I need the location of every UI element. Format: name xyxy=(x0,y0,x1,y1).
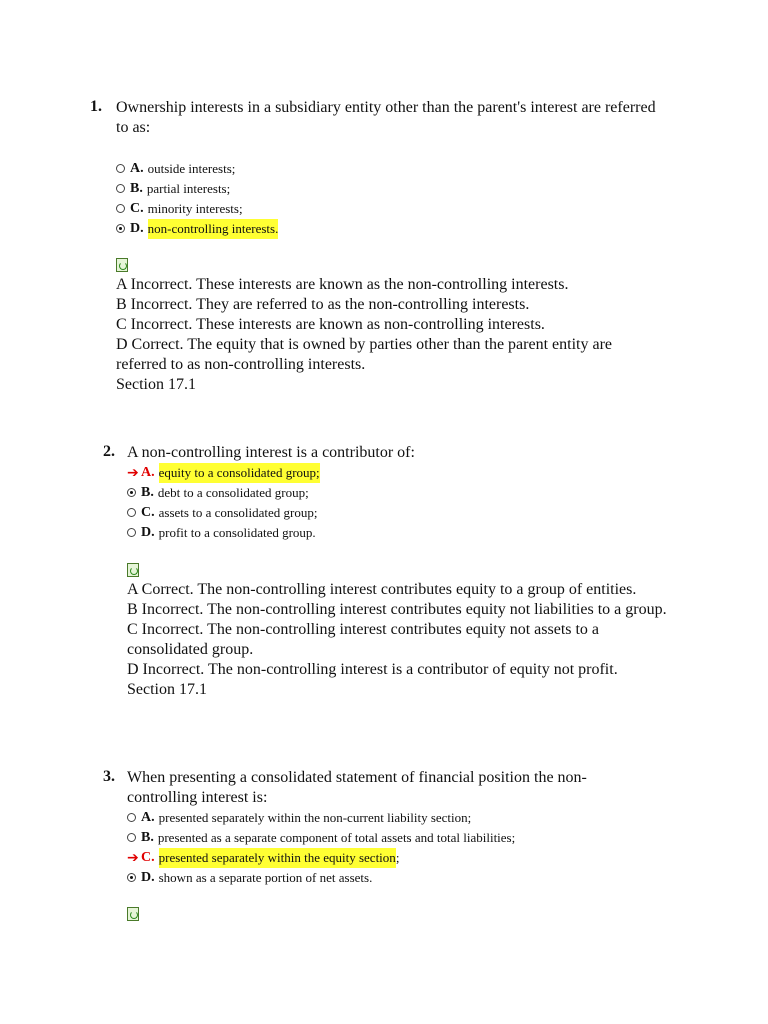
option-d[interactable] xyxy=(127,523,320,543)
radio-button[interactable] xyxy=(127,833,136,842)
option-text: presented separately within the non-current liability section; xyxy=(158,810,472,825)
question-text: When presenting a consolidated statement of financial position the non-controlling interest is: xyxy=(127,769,587,806)
feedback-line: B Incorrect. They are referred to as the non-controlling interests. xyxy=(116,296,530,313)
feedback-section: Section 17.1 xyxy=(116,376,196,393)
option-suffix: ; xyxy=(395,850,400,865)
red-arrow-icon: ➔ xyxy=(127,465,139,481)
options-list xyxy=(127,808,515,888)
option-letter: C. xyxy=(141,850,155,865)
feedback-line: A Correct. The non-controlling interest contributes equity to a group of entities. xyxy=(127,581,637,598)
option-d[interactable] xyxy=(116,219,278,239)
radio-button-selected[interactable] xyxy=(127,488,136,497)
option-b[interactable] xyxy=(127,483,320,503)
refresh-document-icon[interactable] xyxy=(127,907,139,921)
feedback-line: B Incorrect. The non-controlling interest contributes equity not liabilities to a group. xyxy=(127,601,667,618)
feedback-line: C Incorrect. These interests are known as non-controlling interests. xyxy=(116,316,545,333)
radio-button[interactable] xyxy=(116,204,125,213)
radio-button[interactable] xyxy=(127,813,136,822)
option-letter: C. xyxy=(141,505,155,520)
radio-button[interactable] xyxy=(116,184,125,193)
option-d[interactable] xyxy=(127,868,515,888)
option-c[interactable] xyxy=(127,848,515,868)
option-a[interactable] xyxy=(116,159,278,179)
red-arrow-icon: ➔ xyxy=(127,850,139,866)
feedback-line: A Incorrect. These interests are known as the non-controlling interests. xyxy=(116,276,569,293)
option-c[interactable] xyxy=(116,199,278,219)
radio-button-selected[interactable] xyxy=(127,873,136,882)
option-letter: B. xyxy=(141,485,154,500)
radio-button-selected[interactable] xyxy=(116,224,125,233)
option-letter: D. xyxy=(141,525,155,540)
question-text: Ownership interests in a subsidiary entity other than the parent's interest are referred to as: xyxy=(116,99,656,136)
radio-button[interactable] xyxy=(127,508,136,517)
option-text: minority interests; xyxy=(147,201,243,216)
radio-button[interactable] xyxy=(116,164,125,173)
option-letter: A. xyxy=(141,465,155,480)
option-letter: C. xyxy=(130,201,144,216)
option-letter: D. xyxy=(130,221,144,236)
option-letter: A. xyxy=(141,810,155,825)
option-letter: B. xyxy=(130,181,143,196)
question-number: 2. xyxy=(103,443,115,460)
option-letter: D. xyxy=(141,870,155,885)
option-c[interactable] xyxy=(127,503,320,523)
option-letter: A. xyxy=(130,161,144,176)
option-letter: B. xyxy=(141,830,154,845)
option-text: partial interests; xyxy=(146,181,231,196)
feedback-block xyxy=(116,275,656,395)
feedback-line: C Incorrect. The non-controlling interest contributes equity not assets to a consolidated group. xyxy=(127,621,600,658)
option-b[interactable] xyxy=(127,828,515,848)
option-text: profit to a consolidated group. xyxy=(158,525,316,540)
option-a[interactable] xyxy=(127,463,320,483)
option-b[interactable] xyxy=(116,179,278,199)
option-a[interactable] xyxy=(127,808,515,828)
options-list xyxy=(116,159,278,239)
question-number: 1. xyxy=(90,98,102,115)
option-text: presented as a separate component of total assets and total liabilities; xyxy=(157,830,516,845)
radio-button[interactable] xyxy=(127,528,136,537)
option-text: debt to a consolidated group; xyxy=(157,485,309,500)
option-text-highlighted: equity to a consolidated group; xyxy=(159,463,320,483)
option-text-highlighted: presented separately within the equity section xyxy=(159,848,396,868)
option-text: shown as a separate portion of net assets. xyxy=(158,870,373,885)
option-text: outside interests; xyxy=(147,161,236,176)
question-text: A non-controlling interest is a contributor of: xyxy=(127,444,415,461)
feedback-section: Section 17.1 xyxy=(127,681,207,698)
refresh-document-icon[interactable] xyxy=(116,258,128,272)
refresh-document-icon[interactable] xyxy=(127,563,139,577)
options-list xyxy=(127,463,320,543)
option-text-highlighted: non-controlling interests. xyxy=(148,219,279,239)
feedback-block xyxy=(127,580,672,700)
feedback-line: D Correct. The equity that is owned by parties other than the parent entity are referred to as non-controlling interests. xyxy=(116,336,612,373)
feedback-line: D Incorrect. The non-controlling interest is a contributor of equity not profit. xyxy=(127,661,618,678)
option-text: assets to a consolidated group; xyxy=(158,505,318,520)
question-number: 3. xyxy=(103,768,115,785)
